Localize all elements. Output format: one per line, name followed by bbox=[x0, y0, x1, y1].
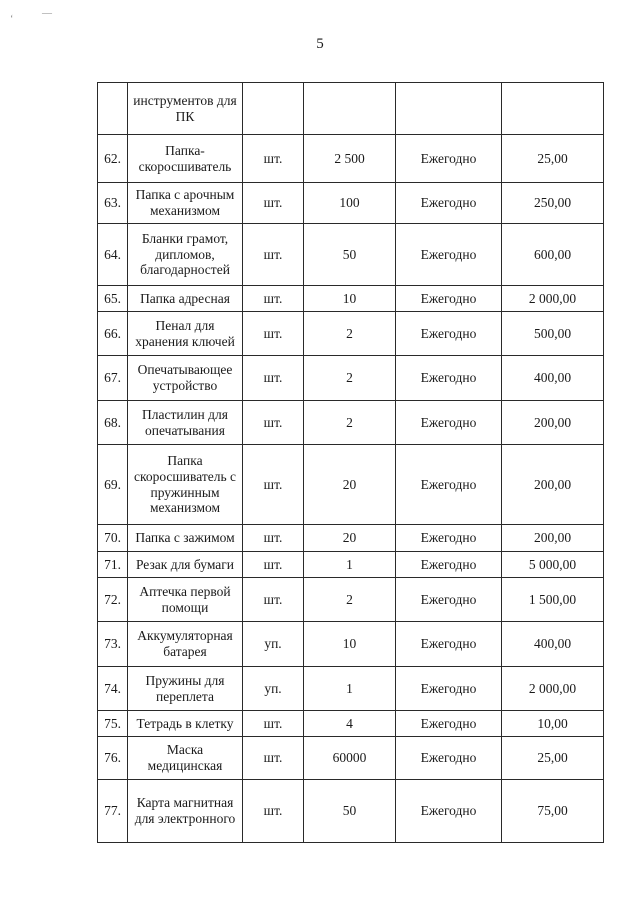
cell-price: 400,00 bbox=[502, 356, 604, 401]
table-row bbox=[98, 286, 604, 312]
cell-num: 77. bbox=[98, 780, 128, 843]
cell-name: Аптечка первой помощи bbox=[128, 578, 243, 622]
cell-price: 25,00 bbox=[502, 737, 604, 780]
cell-qty: 20 bbox=[304, 525, 396, 552]
cell-price: 25,00 bbox=[502, 135, 604, 183]
cell-num: 67. bbox=[98, 356, 128, 401]
cell-qty: 50 bbox=[304, 224, 396, 286]
cell-price: 400,00 bbox=[502, 622, 604, 667]
cell-name: Пружины для переплета bbox=[128, 667, 243, 711]
cell-price: 2 000,00 bbox=[502, 667, 604, 711]
cell-qty: 20 bbox=[304, 445, 396, 525]
cell-name: Папка с арочным механизмом bbox=[128, 183, 243, 224]
cell-name: Тетрадь в клетку bbox=[128, 711, 243, 737]
table-row bbox=[98, 312, 604, 356]
cell-unit: шт. bbox=[243, 356, 304, 401]
cell-qty: 2 bbox=[304, 356, 396, 401]
table-row bbox=[98, 622, 604, 667]
table-row bbox=[98, 525, 604, 552]
table-row bbox=[98, 183, 604, 224]
cell-name: Папка скоросшиватель с пружинным механизмом bbox=[128, 445, 243, 525]
cell-qty: 2 bbox=[304, 578, 396, 622]
cell-freq: Ежегодно bbox=[396, 525, 502, 552]
cell-name: Резак для бумаги bbox=[128, 552, 243, 578]
cell-name: Папка адресная bbox=[128, 286, 243, 312]
cell-freq: Ежегодно bbox=[396, 780, 502, 843]
cell-freq bbox=[396, 83, 502, 135]
cell-name: Опечатывающее устройство bbox=[128, 356, 243, 401]
cell-num: 69. bbox=[98, 445, 128, 525]
cell-unit: шт. bbox=[243, 445, 304, 525]
cell-freq: Ежегодно bbox=[396, 356, 502, 401]
cell-price: 10,00 bbox=[502, 711, 604, 737]
table-row bbox=[98, 356, 604, 401]
cell-num: 72. bbox=[98, 578, 128, 622]
cell-num: 70. bbox=[98, 525, 128, 552]
cell-price: 75,00 bbox=[502, 780, 604, 843]
cell-name: Папка с зажимом bbox=[128, 525, 243, 552]
cell-qty: 10 bbox=[304, 622, 396, 667]
cell-qty: 2 500 bbox=[304, 135, 396, 183]
cell-num: 75. bbox=[98, 711, 128, 737]
cell-qty: 100 bbox=[304, 183, 396, 224]
cell-name: Маска медицинская bbox=[128, 737, 243, 780]
cell-num: 68. bbox=[98, 401, 128, 445]
cell-unit bbox=[243, 83, 304, 135]
cell-num: 66. bbox=[98, 312, 128, 356]
cell-qty: 10 bbox=[304, 286, 396, 312]
cell-qty bbox=[304, 83, 396, 135]
cell-freq: Ежегодно bbox=[396, 552, 502, 578]
cell-unit: шт. bbox=[243, 711, 304, 737]
table-row bbox=[98, 737, 604, 780]
cell-unit: уп. bbox=[243, 667, 304, 711]
cell-qty: 2 bbox=[304, 312, 396, 356]
cell-qty: 1 bbox=[304, 552, 396, 578]
cell-freq: Ежегодно bbox=[396, 622, 502, 667]
cell-price: 200,00 bbox=[502, 401, 604, 445]
cell-num bbox=[98, 83, 128, 135]
supplies-table bbox=[97, 82, 604, 843]
cell-price: 500,00 bbox=[502, 312, 604, 356]
cell-freq: Ежегодно bbox=[396, 445, 502, 525]
cell-name: Аккумуляторная батарея bbox=[128, 622, 243, 667]
table-row bbox=[98, 401, 604, 445]
cell-unit: шт. bbox=[243, 552, 304, 578]
cell-freq: Ежегодно bbox=[396, 401, 502, 445]
cell-qty: 1 bbox=[304, 667, 396, 711]
cell-freq: Ежегодно bbox=[396, 312, 502, 356]
cell-price: 5 000,00 bbox=[502, 552, 604, 578]
table-row-continuation bbox=[98, 83, 604, 135]
cell-unit: шт. bbox=[243, 578, 304, 622]
cell-freq: Ежегодно bbox=[396, 578, 502, 622]
table-row bbox=[98, 667, 604, 711]
cell-unit: шт. bbox=[243, 525, 304, 552]
table-row bbox=[98, 445, 604, 525]
cell-unit: шт. bbox=[243, 737, 304, 780]
cell-price: 200,00 bbox=[502, 525, 604, 552]
table-row bbox=[98, 552, 604, 578]
cell-unit: шт. bbox=[243, 183, 304, 224]
cell-num: 64. bbox=[98, 224, 128, 286]
cell-price: 2 000,00 bbox=[502, 286, 604, 312]
cell-name: Пенал для хранения ключей bbox=[128, 312, 243, 356]
cell-qty: 2 bbox=[304, 401, 396, 445]
cell-price: 250,00 bbox=[502, 183, 604, 224]
cell-num: 76. bbox=[98, 737, 128, 780]
cell-num: 65. bbox=[98, 286, 128, 312]
cell-num: 73. bbox=[98, 622, 128, 667]
cell-freq: Ежегодно bbox=[396, 224, 502, 286]
cell-name: Бланки грамот, дипломов, благодарностей bbox=[128, 224, 243, 286]
cell-price bbox=[502, 83, 604, 135]
cell-freq: Ежегодно bbox=[396, 135, 502, 183]
cell-freq: Ежегодно bbox=[396, 711, 502, 737]
cell-unit: шт. bbox=[243, 286, 304, 312]
cell-name: инструментов для ПК bbox=[128, 83, 243, 135]
page-number: 5 bbox=[316, 36, 324, 52]
cell-name: Папка-скоросшиватель bbox=[128, 135, 243, 183]
table-row bbox=[98, 711, 604, 737]
cell-name: Карта магнитная для электронного bbox=[128, 780, 243, 843]
cell-unit: шт. bbox=[243, 135, 304, 183]
table-row bbox=[98, 135, 604, 183]
cell-unit: уп. bbox=[243, 622, 304, 667]
cell-freq: Ежегодно bbox=[396, 183, 502, 224]
scan-speck: ‘ bbox=[10, 14, 14, 25]
cell-num: 62. bbox=[98, 135, 128, 183]
cell-qty: 50 bbox=[304, 780, 396, 843]
cell-name: Пластилин для опечатывания bbox=[128, 401, 243, 445]
table-body bbox=[98, 83, 604, 843]
cell-freq: Ежегодно bbox=[396, 667, 502, 711]
cell-num: 63. bbox=[98, 183, 128, 224]
scan-speck: — bbox=[42, 8, 52, 19]
cell-num: 74. bbox=[98, 667, 128, 711]
cell-unit: шт. bbox=[243, 224, 304, 286]
cell-price: 1 500,00 bbox=[502, 578, 604, 622]
cell-freq: Ежегодно bbox=[396, 737, 502, 780]
table-row bbox=[98, 578, 604, 622]
cell-unit: шт. bbox=[243, 780, 304, 843]
cell-num: 71. bbox=[98, 552, 128, 578]
cell-qty: 4 bbox=[304, 711, 396, 737]
cell-price: 200,00 bbox=[502, 445, 604, 525]
table-row bbox=[98, 780, 604, 843]
cell-price: 600,00 bbox=[502, 224, 604, 286]
cell-unit: шт. bbox=[243, 312, 304, 356]
cell-qty: 60000 bbox=[304, 737, 396, 780]
table-row bbox=[98, 224, 604, 286]
cell-freq: Ежегодно bbox=[396, 286, 502, 312]
cell-unit: шт. bbox=[243, 401, 304, 445]
